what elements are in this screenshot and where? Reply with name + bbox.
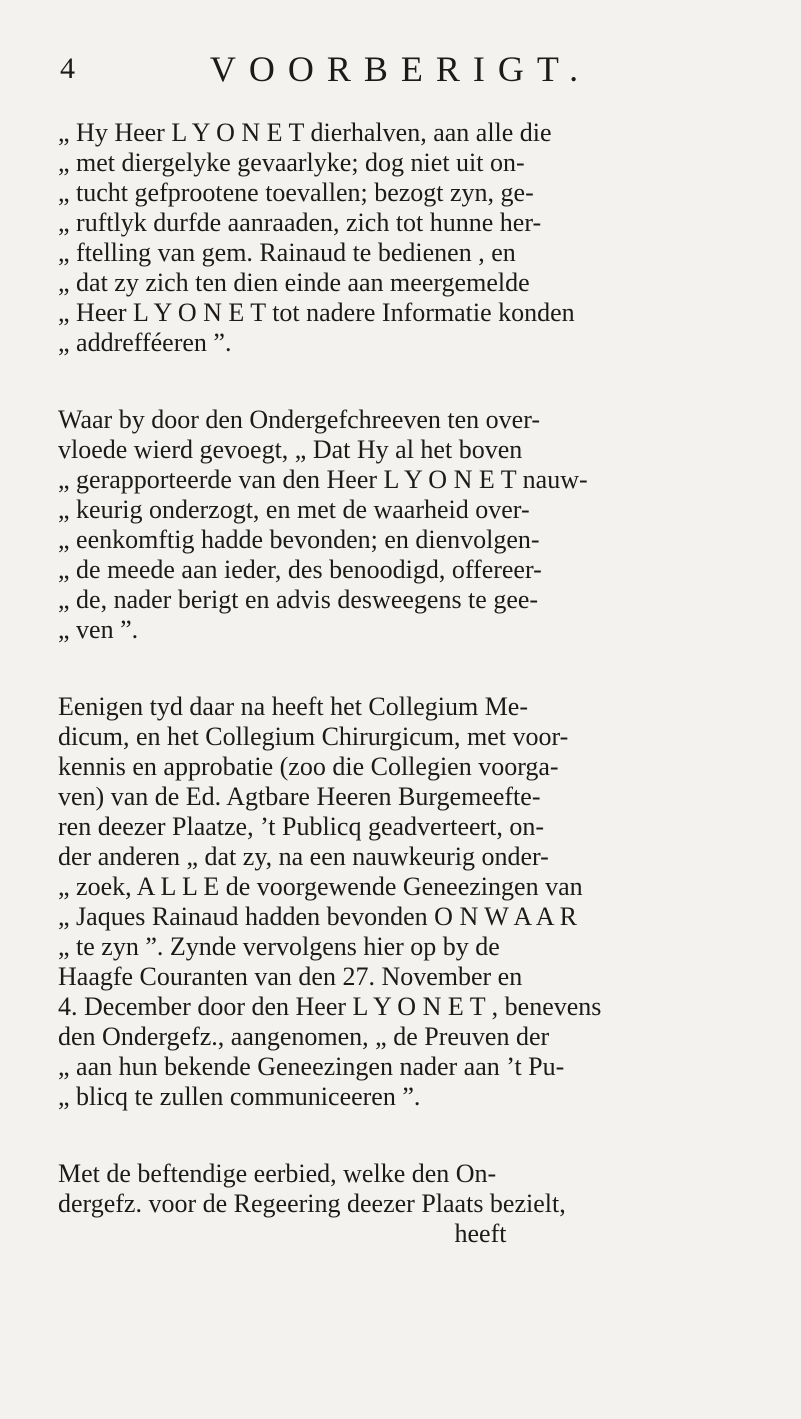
paragraph [58,692,758,1112]
text-line: „ met diergelyke gevaarlyke; dog niet uit on- [58,148,525,177]
text-line: „ aan hun bekende Geneezingen nader aan ’t Pu- [58,1052,565,1081]
body-text [58,118,758,1296]
text-line: „ ven ”. [58,615,139,644]
text-line: „ Heer L Y O N E T tot nadere Informatie konden [58,298,575,327]
paragraph [58,405,758,645]
text-line: kennis en approbatie (zoo die Collegien voorga- [58,752,559,781]
text-line: „ ftelling van gem. Rainaud te bedienen , en [58,238,516,267]
text-line: „ blicq te zullen communiceeren ”. [58,1082,421,1111]
text-line: „ Hy Heer L Y O N E T dierhalven, aan alle die [58,118,552,147]
catchword: heeft [58,1219,507,1248]
text-line: „ addrefféeren ”. [58,328,232,357]
text-line: „ de, nader berigt en advis desweegens te gee- [58,585,539,614]
text-line: „ te zyn ”. Zynde vervolgens hier op by de [58,932,500,961]
text-line: dicum, en het Collegium Chirurgicum, met voor- [58,722,569,751]
text-line: „ gerapporteerde van den Heer L Y O N E T nauw- [58,465,588,494]
text-line: ven) van de Ed. Agtbare Heeren Burgemeefte- [58,782,541,811]
text-line: „ dat zy zich ten dien einde aan meergemelde [58,268,530,297]
text-line: Met de beftendige eerbied, welke den On- [58,1159,497,1188]
text-line: ren deezer Plaatze, ’t Publicq geadverteert, on- [58,812,545,841]
running-title: VOORBERIGT. [209,49,592,89]
text-line: „ zoek, A L L E de voorgewende Geneezingen van [58,872,583,901]
paragraph [58,1159,758,1249]
text-line: „ Jaques Rainaud hadden bevonden O N W A A R [58,902,577,931]
text-line: vloede wierd gevoegt, „ Dat Hy al het boven [58,435,523,464]
text-line: „ keurig onderzogt, en met de waarheid over- [58,495,530,524]
text-line: „ eenkomftig hadde bevonden; en dienvolgen- [58,525,540,554]
text-line: „ ruftlyk durfde aanraaden, zich tot hunne her- [58,208,542,237]
text-line: Waar by door den Ondergefchreeven ten over- [58,405,541,434]
text-line: Haagfe Couranten van den 27. November en [58,962,523,991]
text-line: dergefz. voor de Regeering deezer Plaats bezielt, [58,1189,566,1218]
text-line: „ de meede aan ieder, des benoodigd, offereer- [58,555,542,584]
paragraph [58,118,758,358]
page-number: 4 [60,52,75,85]
text-line: 4. December door den Heer L Y O N E T , benevens [58,992,602,1021]
text-line: der anderen „ dat zy, na een nauwkeurig onder- [58,842,549,871]
text-line: den Ondergefz., aangenomen, „ de Preuven der [58,1022,550,1051]
text-line: Eenigen tyd daar na heeft het Collegium Me- [58,692,529,721]
page-header [0,48,801,98]
text-line: „ tucht gefprootene toevallen; bezogt zyn, ge- [58,178,534,207]
